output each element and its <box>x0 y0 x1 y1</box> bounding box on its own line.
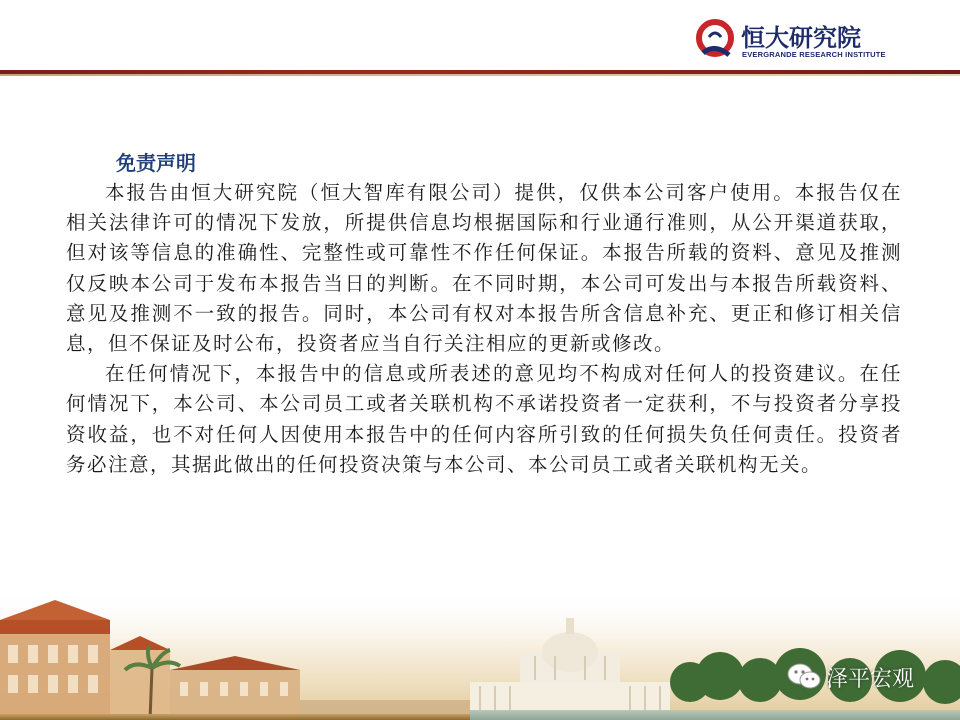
header-divider-accent <box>0 74 960 76</box>
logo-subtitle: EVERGRANDE RESEARCH INSTITUTE <box>742 50 886 59</box>
logo-title: 恒大研究院 <box>741 24 861 52</box>
evergrande-logo <box>693 17 933 65</box>
evergrande-logo-icon <box>693 17 737 61</box>
wechat-icon <box>786 662 822 692</box>
watermark-text: 泽平宏观 <box>826 667 915 692</box>
wechat-watermark <box>786 660 936 696</box>
footer-architecture-image <box>0 590 960 720</box>
slide-header <box>0 0 960 70</box>
disclaimer-paragraph-2: 在任何情况下，本报告中的信息或所表述的意见均不构成对任何人的投资建议。在任何情况下，本公司、本公司员工或者关联机构不承诺投资者一定获利，不与投资者分享投资收益，也不对任何人因使用本报告中的任何内容所引致的任何损失负任何责任。投资者务必注意，其据此做出的任何投资决策与本公司、本公司员工或者关联机构无关。 <box>66 362 902 476</box>
disclaimer-paragraph-1: 本报告由恒大研究院（恒大智库有限公司）提供，仅供本公司客户使用。本报告仅在相关法律许可的情况下发放，所提供信息均根据国际和行业通行准则，从公开渠道获取，但对该等信息的准确性、完整性或可靠性不作任何保证。本报告所载的资料、意见及推测仅反映本公司于发布本报告当日的判断。在不同时期，本公司可发出与本报告所载资料、意见及推测不一致的报告。同时，本公司有权对本报告所含信息补充、更正和修订相关信息，但不保证及时公布，投资者应当自行关注相应的更新或修改。 <box>66 181 902 356</box>
disclaimer-section <box>66 148 902 480</box>
disclaimer-heading: 免责声明 <box>116 151 196 175</box>
